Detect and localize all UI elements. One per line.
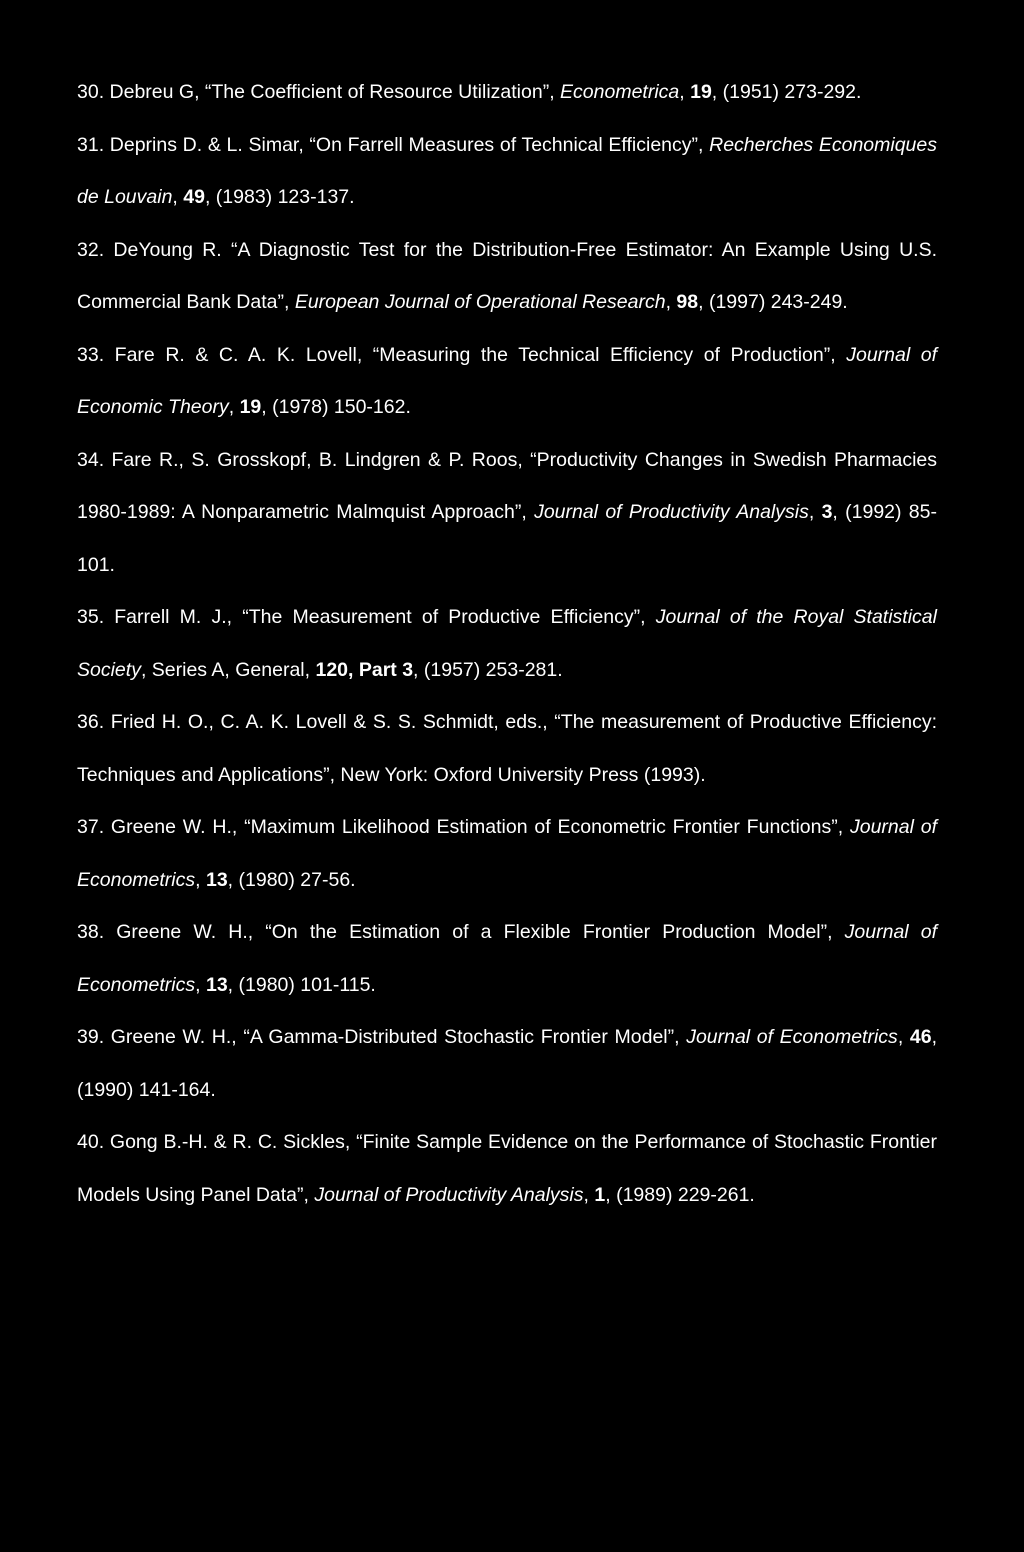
reference-text: , bbox=[195, 973, 206, 996]
reference-text: 34. Fare R., S. Grosskopf, B. Lindgren & P. Roos, “Productivity Changes in Swedish Pharmacies 1980-1989: A Nonparametric Malmquist Approach”, bbox=[77, 448, 937, 523]
reference-volume: 1 bbox=[594, 1183, 606, 1206]
reference-journal-title: Journal of the Royal Statistical Society bbox=[77, 606, 937, 681]
reference-journal-title: European Journal of Operational Research bbox=[294, 291, 666, 313]
reference-text: 30. Debreu G, “The Coefficient of Resource Utilization”, bbox=[77, 81, 561, 103]
ref-34 bbox=[77, 434, 937, 592]
reference-text: 40. Gong B.-H. & R. C. Sickles, “Finite Sample Evidence on the Performance of Stochastic Frontier Models Using Panel Data”, bbox=[77, 1131, 937, 1206]
reference-text: 38. Greene W. H., “On the Estimation of a Flexible Frontier Production Model”, bbox=[77, 921, 845, 943]
reference-journal-title: Journal of Economic Theory bbox=[77, 343, 937, 418]
reference-text: , (1997) 243-249. bbox=[698, 291, 848, 313]
reference-text: 37. Greene W. H., “Maximum Likelihood Estimation of Econometric Frontier Functions”, bbox=[77, 816, 850, 838]
reference-text: 31. Deprins D. & L. Simar, “On Farrell Measures of Technical Efficiency”, bbox=[77, 133, 710, 156]
reference-text: 39. Greene W. H., “A Gamma-Distributed Stochastic Frontier Model”, bbox=[77, 1026, 687, 1048]
ref-31 bbox=[77, 119, 937, 224]
reference-journal-title: Econometrica bbox=[560, 81, 680, 103]
ref-39 bbox=[77, 1011, 937, 1116]
reference-journal-title: Journal of Productivity Analysis bbox=[534, 501, 809, 523]
reference-text: , bbox=[808, 501, 822, 523]
reference-text: , bbox=[665, 291, 677, 313]
reference-text: 33. Fare R. & C. A. K. Lovell, “Measuring the Technical Efficiency of Production”, bbox=[77, 343, 847, 366]
reference-text: 32. DeYoung R. “A Diagnostic Test for the Distribution-Free Estimator: An Example Using U.S. Commercial Bank Data”, bbox=[77, 238, 937, 313]
reference-volume: 13 bbox=[205, 868, 228, 891]
reference-text: , Series A, General, bbox=[140, 658, 316, 681]
reference-text: , (1957) 253-281. bbox=[413, 658, 563, 681]
reference-text: , (1990) 141-164. bbox=[77, 1026, 937, 1101]
reference-list bbox=[77, 66, 937, 1221]
ref-40 bbox=[77, 1116, 937, 1221]
reference-volume: 19 bbox=[239, 396, 262, 418]
reference-volume: 13 bbox=[205, 973, 228, 996]
reference-text: , (1978) 150-162. bbox=[261, 396, 411, 418]
reference-volume: 49 bbox=[183, 186, 205, 208]
reference-text: 36. Fried H. O., C. A. K. Lovell & S. S. Schmidt, eds., “The measurement of Productive Efficiency: Techniques and Applications”, New York: Oxford University Press (1993). bbox=[77, 711, 937, 786]
reference-journal-title: Journal of Econometrics bbox=[686, 1026, 898, 1048]
ref-36 bbox=[77, 696, 937, 801]
reference-text: , bbox=[172, 186, 184, 208]
reference-text: 35. Farrell M. J., “The Measurement of Productive Efficiency”, bbox=[77, 606, 656, 628]
ref-35 bbox=[77, 591, 937, 696]
reference-journal-title: Journal of Econometrics bbox=[77, 921, 938, 996]
ref-38 bbox=[77, 906, 937, 1011]
reference-volume: 98 bbox=[676, 291, 699, 313]
reference-volume: 46 bbox=[909, 1026, 932, 1048]
reference-text: , bbox=[897, 1026, 910, 1048]
reference-journal-title: Recherches Economiques de Louvain bbox=[77, 133, 937, 208]
ref-37 bbox=[77, 801, 937, 906]
reference-journal-title: Journal of Econometrics bbox=[77, 816, 938, 891]
reference-text: , (1983) 123-137. bbox=[204, 186, 355, 208]
reference-text: , (1980) 27-56. bbox=[227, 868, 356, 891]
reference-text: , (1980) 101-115. bbox=[227, 973, 376, 996]
reference-volume: 120, Part 3 bbox=[315, 658, 414, 681]
reference-volume: 19 bbox=[690, 81, 712, 103]
reference-journal-title: Journal of Productivity Analysis bbox=[314, 1183, 584, 1206]
reference-text: , (1951) 273-292. bbox=[711, 81, 862, 103]
ref-33 bbox=[77, 329, 937, 434]
reference-volume: 3 bbox=[821, 501, 833, 523]
reference-text: , bbox=[583, 1183, 595, 1206]
reference-text: , (1992) 85-101. bbox=[77, 501, 937, 576]
ref-30 bbox=[77, 66, 937, 119]
ref-32 bbox=[77, 224, 937, 329]
reference-text: , bbox=[195, 868, 206, 891]
reference-text: , (1989) 229-261. bbox=[605, 1183, 755, 1206]
reference-text: , bbox=[228, 396, 240, 418]
reference-text: , bbox=[679, 81, 691, 103]
